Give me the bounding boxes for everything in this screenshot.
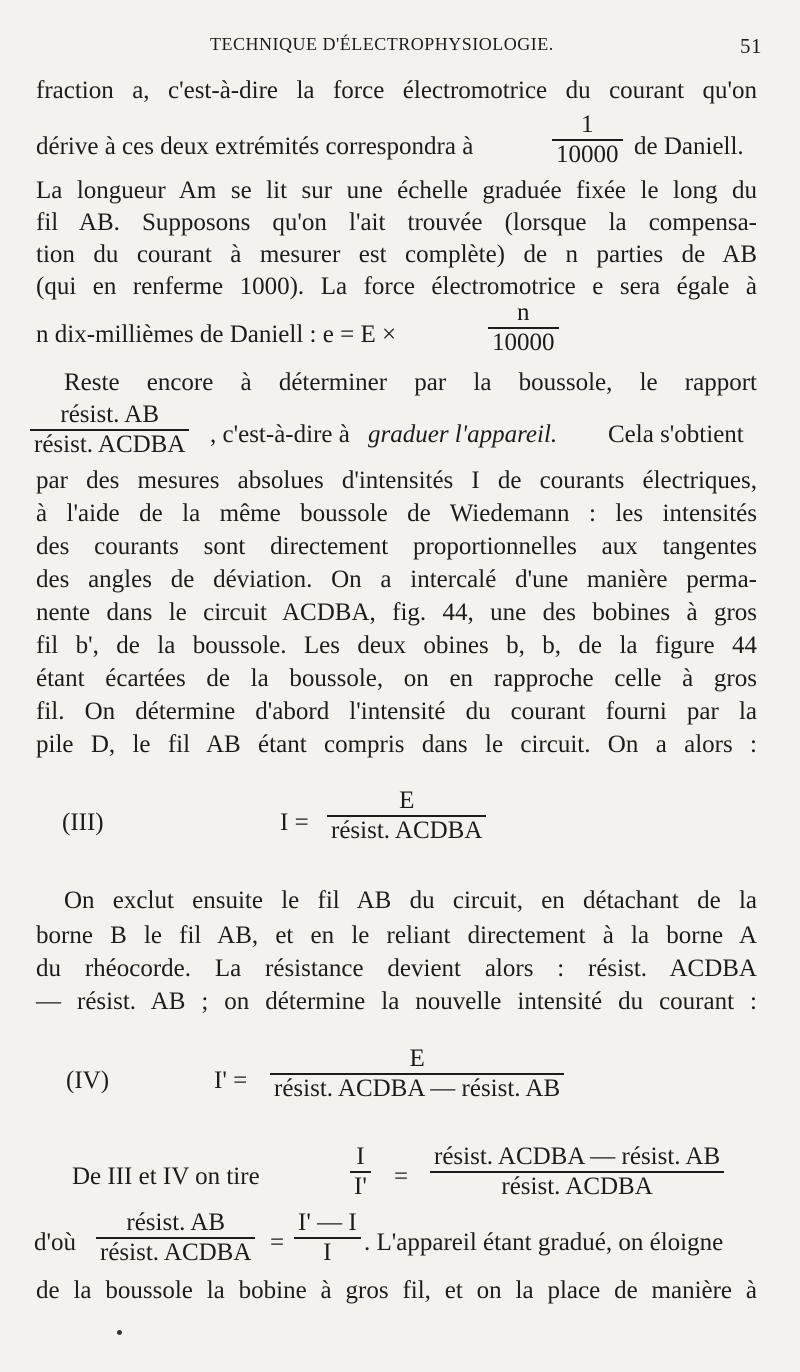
running-header — [40, 34, 762, 60]
print-speck — [117, 1330, 122, 1335]
equation-lhs: I' = — [214, 1067, 248, 1094]
text-line: des courants sont directement proportionnelles aux tangentes — [36, 533, 757, 560]
text-line: — résist. AB ; on détermine la nouvelle intensité du courant : — [36, 988, 757, 1015]
text-line: Reste encore à déterminer par la boussole, le rapport — [64, 369, 757, 396]
ratio-i-iprime: $\frac{I}{I'}$ — [350, 1144, 371, 1200]
text-line: pile D, le fil AB étant compris dans le circuit. On a alors : — [36, 731, 757, 758]
text-line: fil b', de la boussole. Les deux obines b, b, de la figure 44 — [36, 632, 757, 659]
text-line: de Daniell. — [634, 133, 744, 160]
equation-iv-fraction: E résist. ACDBA — résist. AB — [270, 1046, 564, 1102]
text-line: à l'aide de la même boussole de Wiedemann : les intensités — [36, 500, 757, 527]
text-line: . L'appareil étant gradué, on éloigne — [364, 1229, 724, 1256]
fraction-1-10000: $\frac{1}{10000}$ — [552, 112, 623, 168]
text-line: (qui en renferme 1000). La force électromotrice e sera égale à — [36, 273, 757, 300]
equation-vi-rhs-fraction: $\frac{I' — I}{I}$ — [294, 1210, 361, 1266]
text-line: dérive à ces deux extrémités correspondra à — [36, 133, 474, 160]
equals-sign: = — [270, 1229, 285, 1256]
text-line: nente dans le circuit ACDBA, fig. 44, une des bobines à gros — [36, 599, 757, 626]
italic-phrase: graduer l'appareil. — [368, 421, 558, 448]
text-line: La longueur Am se lit sur une échelle graduée fixée le long du — [36, 177, 757, 204]
text-line: d'où — [34, 1229, 77, 1256]
text-line: fil AB. Supposons qu'on l'ait trouvée (lorsque la compensa- — [36, 209, 757, 236]
equation-vi-lhs-fraction: résist. AB résist. ACDBA — [96, 1210, 255, 1266]
text-line: du rhéocorde. La résistance devient alors : résist. ACDBA — [36, 955, 757, 982]
equals-sign: = — [394, 1163, 409, 1190]
text-line: n dix-millièmes de Daniell : e = E × — [36, 321, 397, 348]
fraction-n-10000: $\frac{n}{10000}$ — [488, 300, 559, 356]
page-number: 51 — [740, 34, 762, 58]
equation-v-fraction: résist. ACDBA — résist. AB résist. ACDBA — [430, 1144, 724, 1200]
text-line: borne B le fil AB, et en le reliant directement à la borne A — [36, 922, 757, 949]
text-line: de la boussole la bobine à gros fil, et on la place de manière à — [36, 1277, 757, 1304]
fraction-resist-ratio: résist. AB résist. ACDBA — [30, 402, 189, 458]
text-line: On exclut ensuite le fil AB du circuit, en détachant de la — [64, 887, 757, 914]
text-line: des angles de déviation. On a intercalé d'une manière perma- — [36, 566, 757, 593]
equation-iii-fraction: E résist. ACDBA — [327, 788, 486, 844]
equation-lhs: I = — [280, 809, 309, 836]
text-line: De III et IV on tire — [72, 1163, 260, 1190]
text-line: tion du courant à mesurer est complète) de n parties de AB — [36, 241, 757, 268]
text-line: , c'est-à-dire à — [210, 421, 350, 448]
text-line: fil. On détermine d'abord l'intensité du courant fourni par la — [36, 698, 757, 725]
text-line: étant écartées de la boussole, on en rapproche celle à gros — [36, 665, 757, 692]
text-line: fraction a, c'est-à-dire la force électromotrice du courant qu'on — [36, 77, 757, 104]
running-title: TECHNIQUE D'ÉLECTROPHYSIOLOGIE. — [210, 34, 554, 54]
text-line: par des mesures absolues d'intensités I de courants électriques, — [36, 467, 757, 494]
equation-label-iii: (III) — [62, 809, 104, 836]
text-line: Cela s'obtient — [608, 421, 744, 448]
equation-label-iv: (IV) — [66, 1067, 110, 1094]
